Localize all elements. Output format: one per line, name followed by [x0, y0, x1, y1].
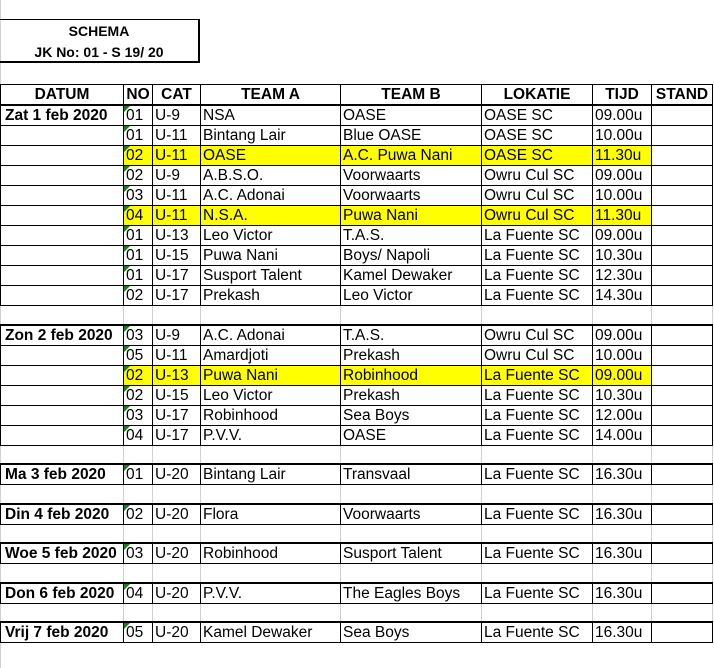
date-cell-empty[interactable] — [1, 365, 124, 385]
match-no-cell[interactable]: 02 — [124, 365, 153, 385]
team-b-cell[interactable]: Voorwaarts — [341, 186, 482, 206]
team-a-cell[interactable]: OASE — [201, 146, 341, 166]
stand-cell[interactable] — [652, 126, 713, 146]
team-a-cell[interactable]: A.C. Adonai — [201, 186, 341, 206]
match-cat-cell[interactable]: U-20 — [153, 543, 201, 564]
match-row — [1, 206, 713, 226]
spacer-cell[interactable] — [652, 564, 713, 583]
tijd-cell[interactable]: 12.30u — [593, 266, 652, 286]
spacer-cell[interactable] — [341, 445, 482, 464]
team-a-cell[interactable]: Leo Victor — [201, 226, 341, 246]
spacer-cell[interactable] — [124, 485, 153, 504]
stand-cell[interactable] — [652, 226, 713, 246]
team-a-cell[interactable]: Prekash — [201, 286, 341, 306]
match-no-cell[interactable]: 03 — [124, 405, 153, 425]
tijd-cell[interactable]: 16.30u — [593, 622, 652, 643]
lokatie-cell[interactable]: La Fuente SC — [482, 425, 593, 445]
tijd-cell[interactable]: 11.30u — [593, 146, 652, 166]
date-cell-empty[interactable] — [1, 206, 124, 226]
spacer-cell[interactable] — [341, 306, 482, 325]
day-date[interactable]: Zon 2 feb 2020 — [1, 325, 124, 346]
spacer-cell[interactable] — [652, 445, 713, 464]
spacer-cell[interactable] — [652, 485, 713, 504]
team-a-cell[interactable]: A.C. Adonai — [201, 325, 341, 346]
schedule-title: SCHEMA — [68, 23, 130, 39]
team-a-cell[interactable]: Flora — [201, 504, 341, 525]
match-cat-cell[interactable]: U-17 — [153, 405, 201, 425]
header-datum: DATUM — [1, 85, 124, 106]
match-row — [1, 146, 713, 166]
header-lokatie: LOKATIE — [482, 85, 593, 106]
team-b-cell[interactable]: Prekash — [341, 345, 482, 365]
match-no-cell[interactable]: 04 — [124, 583, 153, 604]
date-cell-empty[interactable] — [1, 385, 124, 405]
team-b-cell[interactable]: Prekash — [341, 385, 482, 405]
schedule-table — [0, 84, 713, 643]
day-date[interactable]: Woe 5 feb 2020 — [1, 543, 124, 564]
match-row — [1, 246, 713, 266]
spacer-cell[interactable] — [652, 306, 713, 325]
team-a-cell[interactable]: N.S.A. — [201, 206, 341, 226]
match-cat-cell[interactable]: U-9 — [153, 166, 201, 186]
lokatie-cell[interactable]: La Fuente SC — [482, 226, 593, 246]
match-cat-cell[interactable]: U-11 — [153, 146, 201, 166]
lokatie-cell[interactable]: Owru Cul SC — [482, 166, 593, 186]
spacer-cell[interactable] — [1, 445, 124, 464]
lokatie-cell[interactable]: La Fuente SC — [482, 266, 593, 286]
spacer-cell[interactable] — [201, 603, 341, 622]
date-cell-empty[interactable] — [1, 286, 124, 306]
spacer-cell[interactable] — [341, 564, 482, 583]
stand-cell[interactable] — [652, 286, 713, 306]
tijd-cell[interactable]: 10.00u — [593, 126, 652, 146]
match-cat-cell[interactable]: U-20 — [153, 464, 201, 485]
day-date[interactable]: Din 4 feb 2020 — [1, 504, 124, 525]
team-a-cell[interactable]: Bintang Lair — [201, 464, 341, 485]
header-stand: STAND — [652, 85, 713, 106]
match-no-cell[interactable]: 01 — [124, 126, 153, 146]
match-row — [1, 504, 713, 525]
match-cat-cell[interactable]: U-20 — [153, 583, 201, 604]
spacer-row — [1, 524, 713, 543]
day-date[interactable]: Zat 1 feb 2020 — [1, 105, 124, 126]
team-b-cell[interactable]: OASE — [341, 105, 482, 126]
match-row — [1, 464, 713, 485]
tijd-cell[interactable]: 09.00u — [593, 365, 652, 385]
date-cell-empty[interactable] — [1, 186, 124, 206]
match-cat-cell[interactable]: U-20 — [153, 504, 201, 525]
match-row — [1, 583, 713, 604]
match-no-cell[interactable]: 01 — [124, 246, 153, 266]
match-row — [1, 266, 713, 286]
team-a-cell[interactable]: Leo Victor — [201, 385, 341, 405]
match-cat-cell[interactable]: U-15 — [153, 246, 201, 266]
match-row — [1, 385, 713, 405]
lokatie-cell[interactable]: La Fuente SC — [482, 385, 593, 405]
spacer-row — [1, 485, 713, 504]
team-b-cell[interactable]: OASE — [341, 425, 482, 445]
match-no-cell[interactable]: 01 — [124, 464, 153, 485]
stand-cell[interactable] — [652, 543, 713, 564]
spacer-cell[interactable] — [153, 564, 201, 583]
date-cell-empty[interactable] — [1, 425, 124, 445]
team-b-cell[interactable]: Robinhood — [341, 365, 482, 385]
lokatie-cell[interactable]: La Fuente SC — [482, 622, 593, 643]
spacer-cell[interactable] — [153, 445, 201, 464]
match-no-cell[interactable]: 03 — [124, 543, 153, 564]
spacer-row — [1, 603, 713, 622]
match-row — [1, 543, 713, 564]
match-no-cell[interactable]: 03 — [124, 325, 153, 346]
date-cell-empty[interactable] — [1, 345, 124, 365]
team-b-cell[interactable]: Boys/ Napoli — [341, 246, 482, 266]
match-cat-cell[interactable]: U-17 — [153, 266, 201, 286]
team-a-cell[interactable]: Puwa Nani — [201, 365, 341, 385]
match-no-cell[interactable]: 04 — [124, 206, 153, 226]
tijd-cell[interactable]: 09.00u — [593, 166, 652, 186]
match-no-cell[interactable]: 01 — [124, 226, 153, 246]
stand-cell[interactable] — [652, 365, 713, 385]
tijd-cell[interactable]: 16.30u — [593, 464, 652, 485]
match-no-cell[interactable]: 01 — [124, 266, 153, 286]
tijd-cell[interactable]: 10.30u — [593, 246, 652, 266]
match-no-cell[interactable]: 04 — [124, 425, 153, 445]
spacer-cell[interactable] — [124, 564, 153, 583]
team-a-cell[interactable]: A.B.S.O. — [201, 166, 341, 186]
match-cat-cell[interactable]: U-9 — [153, 105, 201, 126]
lokatie-cell[interactable]: Owru Cul SC — [482, 186, 593, 206]
stand-cell[interactable] — [652, 206, 713, 226]
stand-cell[interactable] — [652, 583, 713, 604]
team-a-cell[interactable]: P.V.V. — [201, 583, 341, 604]
spacer-cell[interactable] — [201, 306, 341, 325]
lokatie-cell[interactable]: La Fuente SC — [482, 246, 593, 266]
match-no-cell[interactable]: 01 — [124, 105, 153, 126]
stand-cell[interactable] — [652, 405, 713, 425]
date-cell-empty[interactable] — [1, 226, 124, 246]
match-row — [1, 166, 713, 186]
lokatie-cell[interactable]: La Fuente SC — [482, 504, 593, 525]
team-a-cell[interactable]: NSA — [201, 105, 341, 126]
match-no-cell[interactable]: 02 — [124, 286, 153, 306]
team-a-cell[interactable]: P.V.V. — [201, 425, 341, 445]
match-no-cell[interactable]: 02 — [124, 385, 153, 405]
spacer-cell[interactable] — [1, 306, 124, 325]
match-cat-cell[interactable]: U-9 — [153, 325, 201, 346]
team-a-cell[interactable]: Kamel Dewaker — [201, 622, 341, 643]
header-tijd: TIJD — [593, 85, 652, 106]
lokatie-cell[interactable]: La Fuente SC — [482, 583, 593, 604]
day-date[interactable]: Ma 3 feb 2020 — [1, 464, 124, 485]
team-b-cell[interactable]: T.A.S. — [341, 226, 482, 246]
stand-cell[interactable] — [652, 105, 713, 126]
match-row — [1, 126, 713, 146]
team-b-cell[interactable]: A.C. Puwa Nani — [341, 146, 482, 166]
match-cat-cell[interactable]: U-17 — [153, 286, 201, 306]
match-cat-cell[interactable]: U-13 — [153, 365, 201, 385]
tijd-cell[interactable]: 16.30u — [593, 543, 652, 564]
stand-cell[interactable] — [652, 504, 713, 525]
team-a-cell[interactable]: Amardjoti — [201, 345, 341, 365]
spacer-cell[interactable] — [124, 306, 153, 325]
spacer-cell[interactable] — [1, 524, 124, 543]
team-a-cell[interactable]: Susport Talent — [201, 266, 341, 286]
team-b-cell[interactable]: Voorwaarts — [341, 166, 482, 186]
match-cat-cell[interactable]: U-11 — [153, 186, 201, 206]
schedule-subtitle: JK No: 01 - S 19/ 20 — [34, 44, 164, 60]
tijd-cell[interactable]: 12.00u — [593, 405, 652, 425]
spacer-cell[interactable] — [1, 485, 124, 504]
spacer-cell[interactable] — [124, 603, 153, 622]
spacer-cell[interactable] — [652, 524, 713, 543]
lokatie-cell[interactable]: La Fuente SC — [482, 464, 593, 485]
spacer-cell[interactable] — [482, 306, 593, 325]
header-cat: CAT — [153, 85, 201, 106]
day-date[interactable]: Don 6 feb 2020 — [1, 583, 124, 604]
stand-cell[interactable] — [652, 345, 713, 365]
spacer-cell[interactable] — [652, 603, 713, 622]
lokatie-cell[interactable]: OASE SC — [482, 105, 593, 126]
tijd-cell[interactable]: 10.00u — [593, 345, 652, 365]
match-row — [1, 425, 713, 445]
spacer-cell[interactable] — [482, 485, 593, 504]
stand-cell[interactable] — [652, 146, 713, 166]
tijd-cell[interactable]: 14.00u — [593, 425, 652, 445]
match-no-cell[interactable]: 02 — [124, 146, 153, 166]
date-cell-empty[interactable] — [1, 166, 124, 186]
tijd-cell[interactable]: 09.00u — [593, 105, 652, 126]
lokatie-cell[interactable]: La Fuente SC — [482, 286, 593, 306]
spacer-row — [1, 564, 713, 583]
team-a-cell[interactable]: Robinhood — [201, 543, 341, 564]
match-no-cell[interactable]: 02 — [124, 166, 153, 186]
lokatie-cell[interactable]: Owru Cul SC — [482, 206, 593, 226]
stand-cell[interactable] — [652, 325, 713, 346]
day-date[interactable]: Vrij 7 feb 2020 — [1, 622, 124, 643]
lokatie-cell[interactable]: Owru Cul SC — [482, 345, 593, 365]
team-b-cell[interactable]: Susport Talent — [341, 543, 482, 564]
spacer-cell[interactable] — [124, 445, 153, 464]
spacer-cell[interactable] — [593, 445, 652, 464]
spacer-cell[interactable] — [201, 445, 341, 464]
team-a-cell[interactable]: Bintang Lair — [201, 126, 341, 146]
header-no: NO — [124, 85, 153, 106]
match-row — [1, 365, 713, 385]
match-row — [1, 186, 713, 206]
spacer-cell[interactable] — [1, 603, 124, 622]
match-no-cell[interactable]: 05 — [124, 622, 153, 643]
tijd-cell[interactable]: 16.30u — [593, 583, 652, 604]
tijd-cell[interactable]: 10.00u — [593, 186, 652, 206]
spacer-cell[interactable] — [201, 485, 341, 504]
spacer-cell[interactable] — [153, 306, 201, 325]
lokatie-cell[interactable]: Owru Cul SC — [482, 325, 593, 346]
tijd-cell[interactable]: 14.30u — [593, 286, 652, 306]
team-b-cell[interactable]: Puwa Nani — [341, 206, 482, 226]
stand-cell[interactable] — [652, 464, 713, 485]
tijd-cell[interactable]: 09.00u — [593, 226, 652, 246]
spacer-row — [1, 306, 713, 325]
spacer-cell[interactable] — [124, 524, 153, 543]
date-cell-empty[interactable] — [1, 266, 124, 286]
team-a-cell[interactable]: Robinhood — [201, 405, 341, 425]
match-cat-cell[interactable]: U-11 — [153, 206, 201, 226]
spacer-cell[interactable] — [593, 603, 652, 622]
spacer-row — [1, 445, 713, 464]
match-cat-cell[interactable]: U-15 — [153, 385, 201, 405]
team-b-cell[interactable]: Voorwaarts — [341, 504, 482, 525]
lokatie-cell[interactable]: La Fuente SC — [482, 365, 593, 385]
lokatie-cell[interactable]: OASE SC — [482, 146, 593, 166]
match-cat-cell[interactable]: U-11 — [153, 126, 201, 146]
spacer-cell[interactable] — [153, 524, 201, 543]
stand-cell[interactable] — [652, 166, 713, 186]
spacer-cell[interactable] — [482, 603, 593, 622]
spacer-cell[interactable] — [341, 485, 482, 504]
match-row — [1, 105, 713, 126]
team-b-cell[interactable]: T.A.S. — [341, 325, 482, 346]
stand-cell[interactable] — [652, 385, 713, 405]
header-team-b: TEAM B — [341, 85, 482, 106]
header-team-a: TEAM A — [201, 85, 341, 106]
tijd-cell[interactable]: 16.30u — [593, 504, 652, 525]
spacer-cell[interactable] — [201, 564, 341, 583]
match-row — [1, 226, 713, 246]
tijd-cell[interactable]: 11.30u — [593, 206, 652, 226]
spacer-cell[interactable] — [153, 485, 201, 504]
stand-cell[interactable] — [652, 425, 713, 445]
match-no-cell[interactable]: 05 — [124, 345, 153, 365]
team-b-cell[interactable]: Sea Boys — [341, 405, 482, 425]
team-b-cell[interactable]: The Eagles Boys — [341, 583, 482, 604]
match-cat-cell[interactable]: U-11 — [153, 345, 201, 365]
match-row — [1, 622, 713, 643]
match-no-cell[interactable]: 02 — [124, 504, 153, 525]
date-cell-empty[interactable] — [1, 126, 124, 146]
schedule-title-box — [0, 19, 200, 63]
spacer-cell[interactable] — [593, 564, 652, 583]
spacer-cell[interactable] — [482, 564, 593, 583]
lokatie-cell[interactable]: OASE SC — [482, 126, 593, 146]
match-cat-cell[interactable]: U-17 — [153, 425, 201, 445]
date-cell-empty[interactable] — [1, 405, 124, 425]
match-cat-cell[interactable]: U-20 — [153, 622, 201, 643]
team-b-cell[interactable]: Sea Boys — [341, 622, 482, 643]
stand-cell[interactable] — [652, 246, 713, 266]
spacer-cell[interactable] — [341, 603, 482, 622]
date-cell-empty[interactable] — [1, 246, 124, 266]
spacer-cell[interactable] — [482, 445, 593, 464]
lokatie-cell[interactable]: La Fuente SC — [482, 543, 593, 564]
stand-cell[interactable] — [652, 186, 713, 206]
team-a-cell[interactable]: Puwa Nani — [201, 246, 341, 266]
stand-cell[interactable] — [652, 266, 713, 286]
lokatie-cell[interactable]: La Fuente SC — [482, 405, 593, 425]
header-row — [1, 85, 713, 106]
match-row — [1, 286, 713, 306]
match-row — [1, 405, 713, 425]
team-b-cell[interactable]: Transvaal — [341, 464, 482, 485]
spacer-cell[interactable] — [593, 524, 652, 543]
spacer-cell[interactable] — [482, 524, 593, 543]
match-cat-cell[interactable]: U-13 — [153, 226, 201, 246]
team-b-cell[interactable]: Blue OASE — [341, 126, 482, 146]
team-b-cell[interactable]: Leo Victor — [341, 286, 482, 306]
spacer-cell[interactable] — [201, 524, 341, 543]
schedule-body — [1, 105, 713, 643]
team-b-cell[interactable]: Kamel Dewaker — [341, 266, 482, 286]
spacer-cell[interactable] — [153, 603, 201, 622]
match-row — [1, 345, 713, 365]
match-no-cell[interactable]: 03 — [124, 186, 153, 206]
tijd-cell[interactable]: 10.30u — [593, 385, 652, 405]
spacer-cell[interactable] — [593, 485, 652, 504]
date-cell-empty[interactable] — [1, 146, 124, 166]
spacer-cell[interactable] — [593, 306, 652, 325]
spacer-cell[interactable] — [341, 524, 482, 543]
tijd-cell[interactable]: 09.00u — [593, 325, 652, 346]
stand-cell[interactable] — [652, 622, 713, 643]
match-row — [1, 325, 713, 346]
spacer-cell[interactable] — [1, 564, 124, 583]
